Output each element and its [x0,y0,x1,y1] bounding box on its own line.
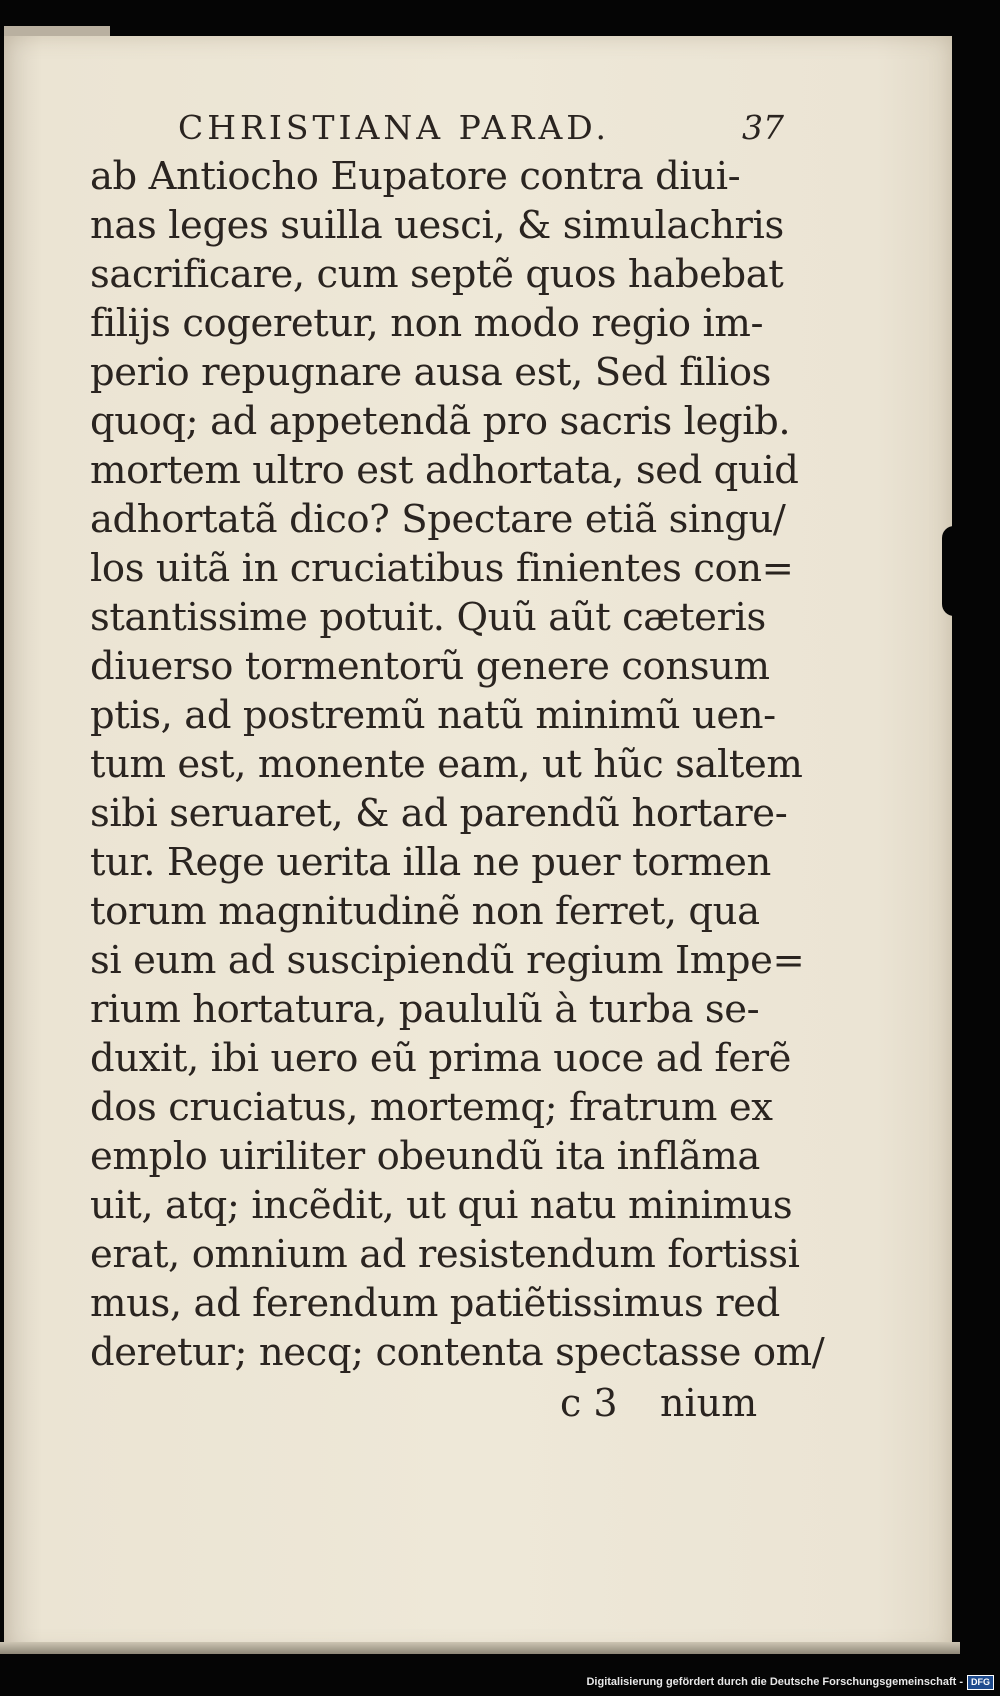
text-line: stantissime potuit. Quũ aũt cæteris [90,595,766,640]
page-header [90,100,790,152]
text-line: duxit, ibi uero eũ prima uoce ad ferẽ [90,1036,792,1081]
text-line: torum magnitudinẽ non ferret, qua [90,889,760,934]
text-line: deretur; necq; contenta spectasse om/ [90,1330,825,1375]
text-line: ptis, ad postremũ natũ minimũ uen- [90,693,776,738]
running-head: CHRISTIANA PARAD. [178,108,611,147]
credit-text: Digitalisierung gefördert durch die Deutsche Forschungsgemeinschaft - [586,1676,963,1688]
text-line: dos cruciatus, mortemq; fratrum ex [90,1085,773,1130]
page-number: 37 [742,108,784,147]
text-line: uit, atq; incẽdit, ut qui natu minimus [90,1183,793,1228]
text-line: nas leges suilla uesci, & simulachris [90,203,784,248]
text-line: quoq; ad appetendã pro sacris legib. [90,399,791,444]
page-bottom-edge [0,1642,960,1654]
page-notch [942,526,964,616]
text-line: tum est, monente eam, ut hũc saltem [90,742,803,787]
text-line: erat, omnium ad resistendum fortissi [90,1232,800,1277]
digitization-credit [586,1674,994,1690]
dfg-logo: DFG [967,1675,994,1690]
text-line: diuerso tormentorũ genere consum [90,644,770,689]
text-line: perio repugnare ausa est, Sed filios [90,350,771,395]
text-line: rium hortatura, paululũ à turba se- [90,987,760,1032]
text-line: si eum ad suscipiendũ regium Impe= [90,938,805,983]
text-line: adhortatã dico? Spectare etiã singu/ [90,497,786,542]
body-text [90,152,825,1377]
catchword: nium [660,1381,758,1425]
text-line: mortem ultro est adhortata, sed quid [90,448,799,493]
signature-mark: c 3 [560,1381,618,1425]
text-line: emplo uiriliter obeundũ ita inflãma [90,1134,760,1179]
page-footer [90,1377,790,1431]
text-block [90,100,825,1431]
text-line: los uitã in cruciatibus finientes con= [90,546,794,591]
text-line: tur. Rege uerita illa ne puer tormen [90,840,771,885]
text-line: sibi seruaret, & ad parendũ hortare- [90,791,788,836]
text-line: ab Antiocho Eupatore contra diui- [90,154,741,199]
text-line: filijs cogeretur, non modo regio im- [90,301,764,346]
text-line: sacrificare, cum septẽ quos habebat [90,252,784,297]
text-line: mus, ad ferendum patiẽtissimus red [90,1281,780,1326]
